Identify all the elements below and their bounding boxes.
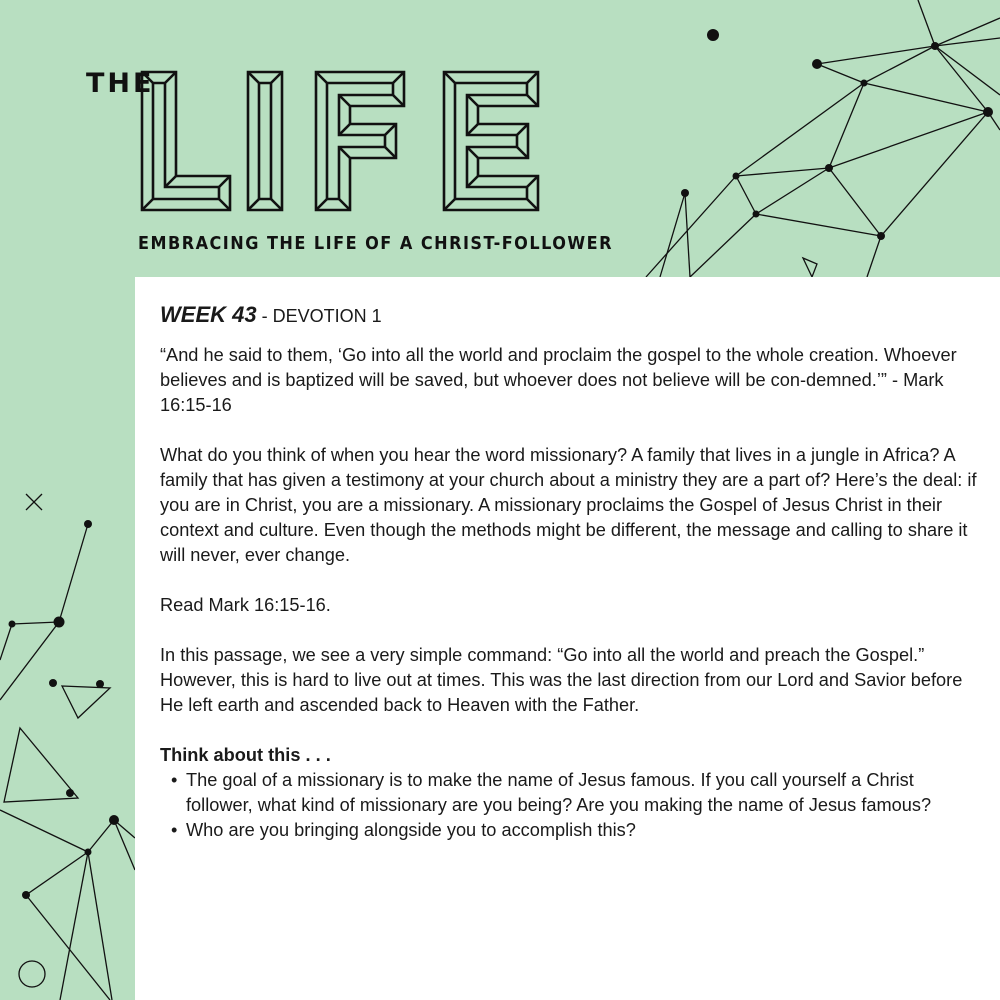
think-heading: Think about this . . . [160, 745, 331, 765]
logo-the-label: THE [86, 68, 155, 99]
devotion-heading [160, 300, 980, 331]
week-label: WEEK 43 [160, 302, 257, 327]
scripture-quote: “And he said to them, ‘Go into all the world and proclaim the gospel to the whole creation. Whoever believes and is baptized will be saved, but whoever does not believe will be con-demned.’” - Mark 16:15-16 [160, 345, 957, 415]
question-item: • Who are you bringing alongside you to accomplish this? [186, 818, 980, 843]
question-list [160, 768, 980, 843]
devotion-content [160, 300, 980, 843]
devotion-label: - DEVOTION 1 [261, 306, 382, 326]
paragraph-passage: In this passage, we see a very simple command: “Go into all the world and preach the Gospel.” However, this is hard to live out at times. This was the last direction from our Lord and Savior before He left earth and ascended back to Heaven with the Father. [160, 645, 963, 715]
circle-icon [19, 961, 45, 987]
read-instruction: Read Mark 16:15-16. [160, 595, 331, 615]
life-logo [138, 68, 548, 216]
paragraph-missionary: What do you think of when you hear the word missionary? A family that lives in a jungle in Africa? A family that has given a testimony at your church about a ministry they are a part of? Here’s the deal: if you are in Christ, you are a missionary. A missionary proclaims the Gospel of Jesus Christ in their context and culture. Even though the methods might be different, the message and calling to share it will never, ever change. [160, 445, 977, 565]
tagline: EMBRACING THE LIFE OF A CHRIST-FOLLOWER [138, 234, 613, 254]
question-item: • The goal of a missionary is to make the name of Jesus famous. If you call yourself a Christ follower, what kind of missionary are you being? Are you making the name of Jesus famous? [186, 768, 980, 818]
